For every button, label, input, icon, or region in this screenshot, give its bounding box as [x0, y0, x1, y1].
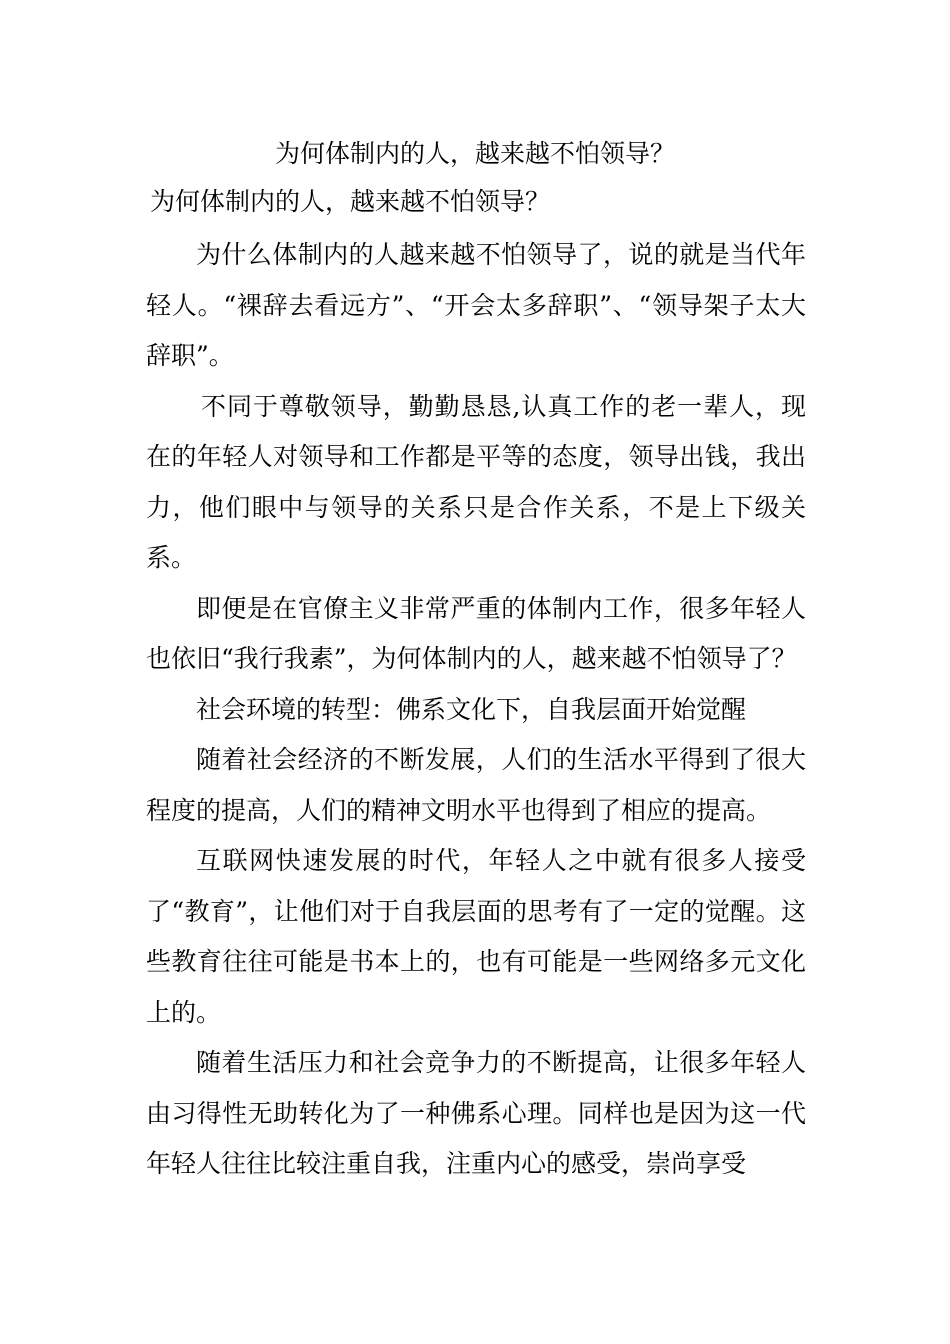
- paragraph: 不同于尊敬领导，勤勤恳恳,认真工作的老一辈人，现在的年轻人对领导和工作都是平等的态度，领导出钱，我出力，他们眼中与领导的关系只是合作关系，不是上下级关系。: [146, 391, 806, 572]
- paragraph: 互联网快速发展的时代，年轻人之中就有很多人接受了“教育”，让他们对于自我层面的思考有了一定的觉醒。这些教育往往可能是书本上的，也有可能是一些网络多元文化上的。: [146, 846, 806, 1027]
- document-body: [146, 230, 806, 1190]
- section-heading: 社会环境的转型：佛系文化下，自我层面开始觉醒: [196, 694, 747, 724]
- paragraph: 随着社会经济的不断发展，人们的生活水平得到了很大程度的提高，人们的精神文明水平也得到了相应的提高。: [146, 745, 806, 825]
- document-title: 为何体制内的人，越来越不怕领导？: [274, 139, 675, 168]
- paragraph: 即便是在官僚主义非常严重的体制内工作，很多年轻人也依旧“我行我素”，为何体制内的人，越来越不怕领导了？: [146, 593, 806, 673]
- paragraph: 随着生活压力和社会竞争力的不断提高，让很多年轻人由习得性无助转化为了一种佛系心理。同样也是因为这一代年轻人往往比较注重自我，注重内心的感受，崇尚享受: [146, 1048, 806, 1178]
- document-subtitle: 为何体制内的人，越来越不怕领导？: [150, 187, 551, 216]
- paragraph: 为什么体制内的人越来越不怕领导了，说的就是当代年轻人。“裸辞去看远方”、“开会太多辞职”、“领导架子太大辞职”。: [146, 240, 806, 370]
